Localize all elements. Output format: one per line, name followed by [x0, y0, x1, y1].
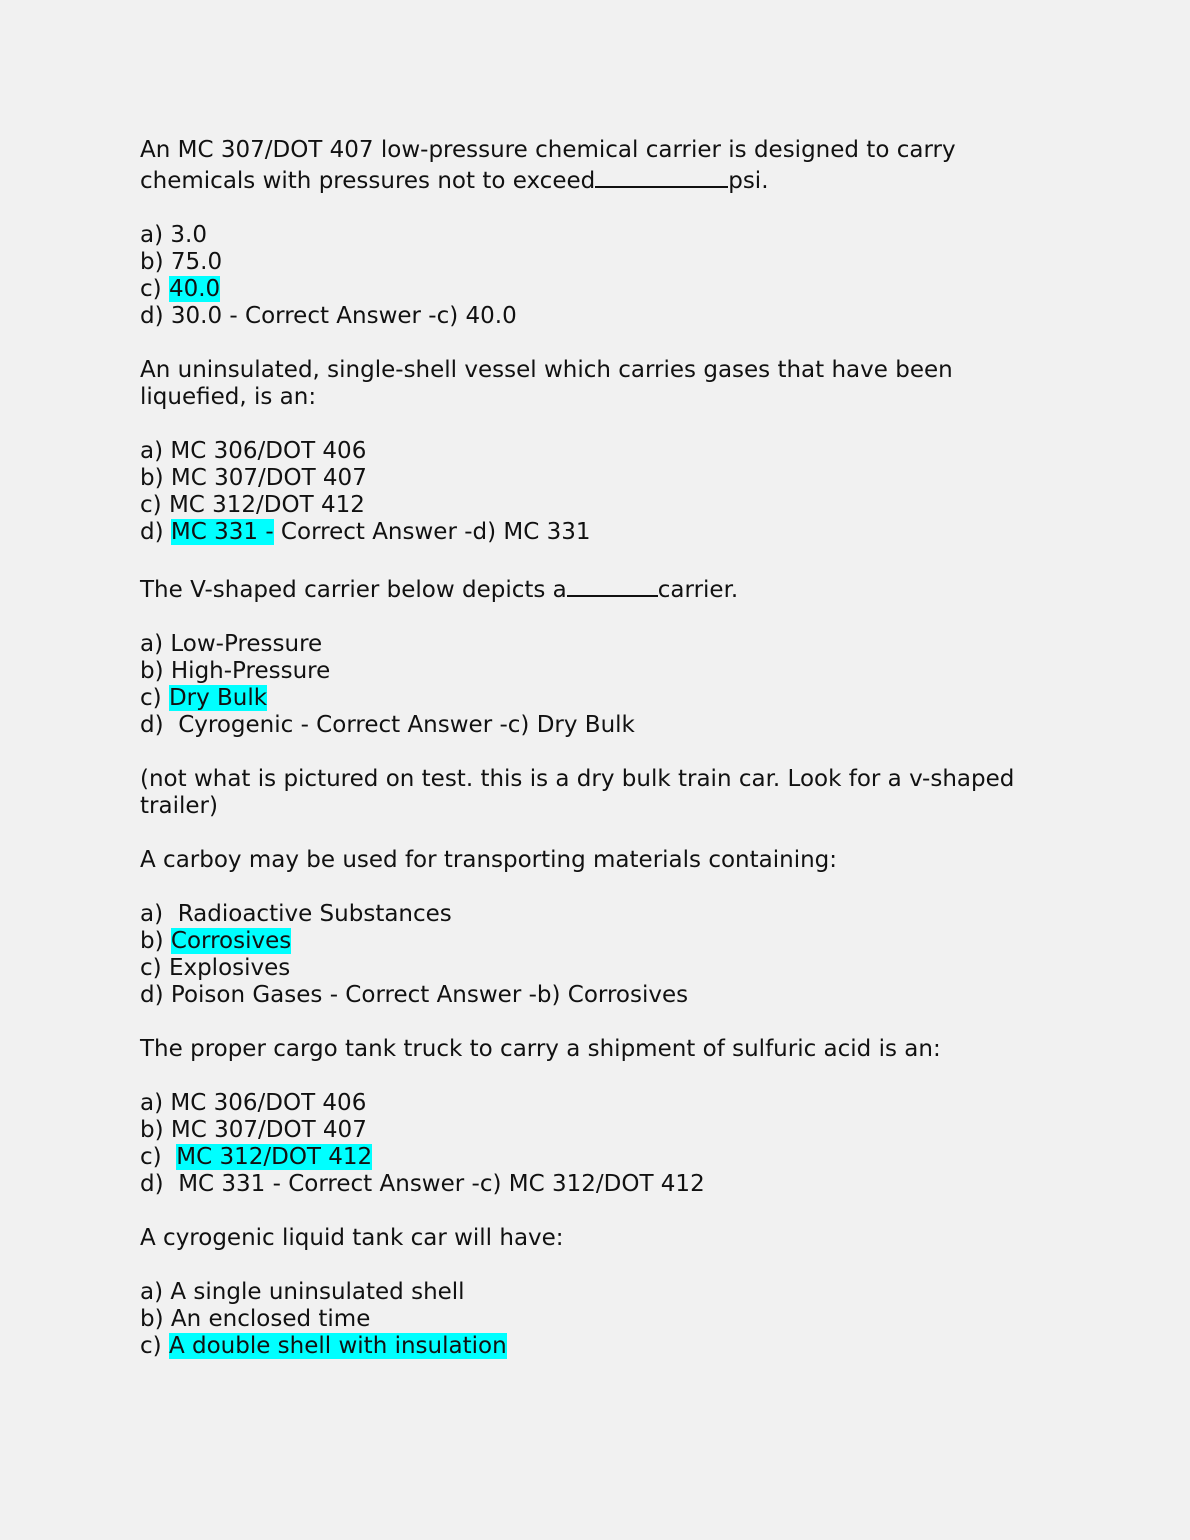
option-c: c) 40.0 [140, 276, 221, 302]
answer-options [140, 631, 1040, 739]
option-d: d) MC 331 - Correct Answer -c) MC 312/DOT 412 [140, 1171, 705, 1197]
option-d: d) Cyrogenic - Correct Answer -c) Dry Bulk [140, 712, 635, 738]
option-c: c) Explosives [140, 955, 291, 981]
correct-answer-note: - Correct Answer -c) MC 312/DOT 412 [265, 1171, 705, 1197]
highlighted-answer: MC 312/DOT 412 [176, 1144, 373, 1170]
highlighted-answer: A double shell with insulation [168, 1333, 507, 1359]
answer-options [140, 1090, 1040, 1198]
fill-in-blank [595, 164, 728, 188]
question-block [140, 847, 1040, 1009]
fill-in-blank [567, 573, 658, 597]
option-c: c) Dry Bulk [140, 685, 268, 711]
question-text: An MC 307/DOT 407 low-pressure chemical carrier is designed to carry chemicals with pressures not to exceed psi. [140, 137, 956, 194]
option-b: b) MC 307/DOT 407 [140, 1117, 367, 1143]
document-page [140, 137, 1040, 1387]
highlighted-answer: Dry Bulk [168, 685, 268, 711]
question-text: The V-shaped carrier below depicts a carrier. [140, 573, 1040, 604]
question-text: The proper cargo tank truck to carry a shipment of sulfuric acid is an: [140, 1036, 941, 1062]
answer-options [140, 901, 1040, 1009]
question-block [140, 1036, 1040, 1198]
option-b: b) Corrosives [140, 928, 292, 954]
answer-options [140, 1279, 1040, 1360]
answer-options [140, 438, 1040, 546]
option-a: a) Radioactive Substances [140, 901, 452, 927]
correct-answer-note: Correct Answer -d) MC 331 [273, 519, 591, 545]
question-block [140, 1225, 1040, 1360]
option-c: c) MC 312/DOT 412 [140, 1144, 373, 1170]
option-d: d) 30.0 - Correct Answer -c) 40.0 [140, 303, 517, 329]
option-d: d) Poison Gases - Correct Answer -b) Corrosives [140, 982, 689, 1008]
option-c: c) MC 312/DOT 412 [140, 492, 365, 518]
highlighted-answer: Corrosives [170, 928, 292, 954]
note-text: (not what is pictured on test. this is a dry bulk train car. Look for a v-shaped trailer) [140, 766, 1015, 819]
highlighted-answer: MC 331 - [170, 519, 274, 545]
correct-answer-note: - Correct Answer -c) 40.0 [222, 303, 517, 329]
option-d: d) MC 331 - Correct Answer -d) MC 331 [140, 519, 591, 545]
highlighted-answer: 40.0 [168, 276, 221, 302]
option-a: a) Low-Pressure [140, 631, 323, 657]
option-b: b) MC 307/DOT 407 [140, 465, 367, 491]
question-block [140, 357, 1040, 546]
question-text: An uninsulated, single-shell vessel which carries gases that have been liquefied, is an: [140, 357, 953, 410]
option-b: b) 75.0 [140, 249, 223, 275]
question-block [140, 573, 1040, 739]
option-b: b) An enclosed time [140, 1306, 371, 1332]
answer-options [140, 222, 1040, 330]
question-text: A cyrogenic liquid tank car will have: [140, 1225, 564, 1251]
option-c: c) A double shell with insulation [140, 1333, 507, 1359]
question-block [140, 137, 1040, 330]
option-a: a) MC 306/DOT 406 [140, 1090, 367, 1116]
correct-answer-note: - Correct Answer -b) Corrosives [322, 982, 689, 1008]
correct-answer-note: - Correct Answer -c) Dry Bulk [293, 712, 635, 738]
question-text: A carboy may be used for transporting materials containing: [140, 847, 838, 873]
option-a: a) 3.0 [140, 222, 207, 248]
option-a: a) A single uninsulated shell [140, 1279, 465, 1305]
option-a: a) MC 306/DOT 406 [140, 438, 367, 464]
option-b: b) High-Pressure [140, 658, 331, 684]
